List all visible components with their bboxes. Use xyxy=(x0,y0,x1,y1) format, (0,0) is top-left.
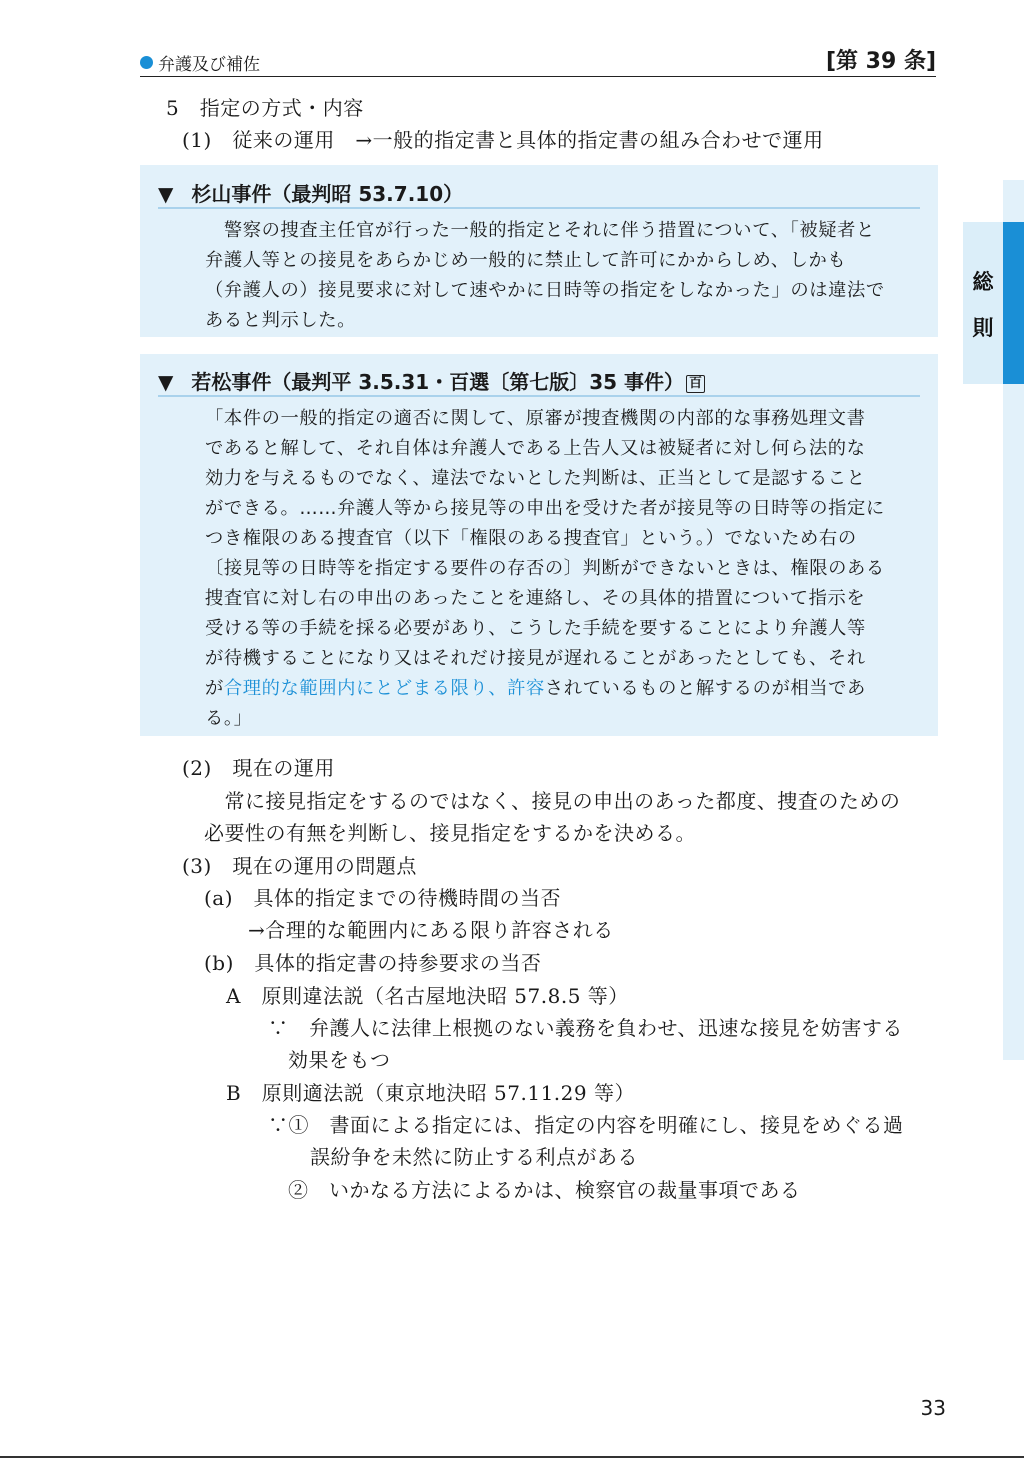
case-line: つき権限のある捜査官（以下「権限のある捜査官」という。）でないため右の xyxy=(205,528,857,549)
case-line: 効力を与えるものでなく、違法でないとした判断は、正当として是認すること xyxy=(205,468,866,489)
side-tab-accent xyxy=(1003,222,1024,384)
case-title-wakamatsu xyxy=(158,366,705,395)
theory-b: B 原則適法説（東京地決昭 57.11.29 等） xyxy=(226,1081,635,1105)
case-rule xyxy=(158,395,920,397)
case-line-post: されているものと解するのが相当であ xyxy=(544,678,866,699)
casebook-icon: 百 xyxy=(686,375,705,393)
highlighted-phrase: 合理的な範囲内にとどまる限り、許容 xyxy=(223,678,545,699)
running-header-section xyxy=(140,50,260,75)
theory-a-reason: 効果をもつ xyxy=(288,1048,391,1072)
triangle-down-icon: ▼ xyxy=(158,370,174,394)
theory-b-reason: ② いかなる方法によるかは、検察官の裁量事項である xyxy=(288,1178,801,1202)
side-tab-char-2: 則 xyxy=(972,316,994,340)
case-line: であると解して、それ自体は弁護人である上告人又は被疑者に対し何ら法的な xyxy=(205,438,866,459)
subsection-3: (3) 現在の運用の問題点 xyxy=(182,854,417,878)
subsection-2: (2) 現在の運用 xyxy=(182,756,335,780)
case-line xyxy=(205,674,866,700)
case-line: が待機することになり又はそれだけ接見が遅れることがあったとしても、それ xyxy=(205,648,866,669)
article-label: [第 39 条] xyxy=(825,49,936,74)
case-line: 弁護人等との接見をあらかじめ一般的に禁止して許可にかからしめ、しかも xyxy=(205,250,847,271)
case-box-sugiyama xyxy=(140,165,938,337)
item-b: (b) 具体的指定書の持参要求の当否 xyxy=(204,951,542,975)
case-box-wakamatsu xyxy=(140,354,938,736)
section-5-heading: 5 指定の方式・内容 xyxy=(166,96,364,120)
side-tab xyxy=(963,222,1003,384)
item-a: (a) 具体的指定までの待機時間の当否 xyxy=(204,886,562,910)
case-line-pre: が xyxy=(205,678,224,699)
case-line: あると判示した。 xyxy=(205,310,357,331)
case-line: （弁護人の）接見要求に対して速やかに日時等の指定をしなかった」のは違法で xyxy=(205,280,885,301)
case-line: ができる。……弁護人等から接見等の申出を受けた者が接見等の日時等の指定に xyxy=(205,498,885,519)
case-line: 捜査官に対し右の申出のあったことを連絡し、その具体的措置について指示を xyxy=(205,588,866,609)
case-line: 受ける等の手続を採る必要があり、こうした手続を要することにより弁護人等 xyxy=(205,618,866,639)
case-line: る。」 xyxy=(205,708,253,729)
header-rule xyxy=(140,76,936,77)
bottom-rule xyxy=(0,1456,1024,1458)
theory-a-reason: ∵ 弁護人に法律上根拠のない義務を負わせ、迅速な接見を妨害する xyxy=(268,1016,903,1040)
side-tab-char-1: 総 xyxy=(972,270,994,294)
section-label: 弁護及び補佐 xyxy=(158,55,260,75)
theory-b-reason: ∵① 書面による指定には、指定の内容を明確にし、接見をめぐる過 xyxy=(268,1113,904,1137)
case-title-text: 杉山事件（最判昭 53.7.10） xyxy=(191,182,464,206)
case-line: 〔接見等の日時等を指定する要件の存否の〕判断ができないときは、権限のある xyxy=(205,558,885,579)
bullet-dot-icon xyxy=(140,56,153,69)
body-text: 常に接見指定をするのではなく、接見の申出のあった都度、捜査のための xyxy=(204,789,901,813)
triangle-down-icon: ▼ xyxy=(158,182,174,206)
theory-a: A 原則違法説（名古屋地決昭 57.8.5 等） xyxy=(226,984,629,1008)
case-line: 「本件の一般的指定の適否に関して、原審が捜査機関の内部的な事務処理文書 xyxy=(205,408,866,429)
subsection-1: (1) 従来の運用 →一般的指定書と具体的指定書の組み合わせで運用 xyxy=(182,128,824,152)
theory-b-reason: 誤紛争を未然に防止する利点がある xyxy=(310,1145,638,1169)
page-number: 33 xyxy=(920,1396,946,1420)
case-title-sugiyama xyxy=(158,178,463,207)
case-line: 警察の捜査主任官が行った一般的指定とそれに伴う措置について、「被疑者と xyxy=(205,220,875,241)
case-title-text: 若松事件（最判平 3.5.31・百選〔第七版〕35 事件） xyxy=(191,370,685,394)
case-rule xyxy=(158,207,920,209)
body-text: 必要性の有無を判断し、接見指定をするかを決める。 xyxy=(204,821,696,845)
item-a-note: →合理的な範囲内にある限り許容される xyxy=(248,918,614,942)
